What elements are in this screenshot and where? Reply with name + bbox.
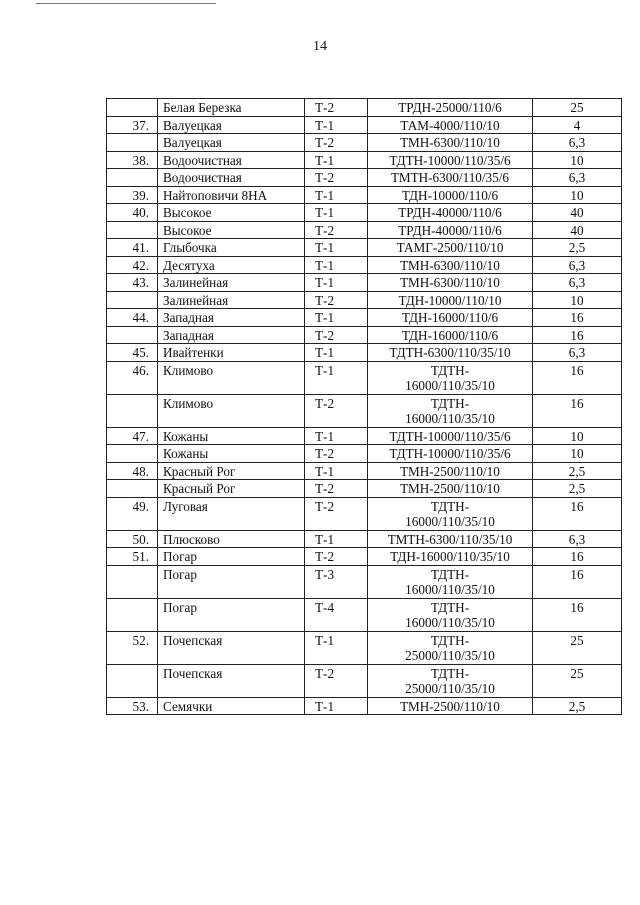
transformer-type-cell: ТДН-10000/110/6	[368, 186, 533, 204]
table-row	[107, 480, 622, 498]
table-row	[107, 99, 622, 117]
power-cell: 40	[533, 204, 622, 222]
transformer-type-cell: ТДТН- 16000/110/35/10	[368, 565, 533, 598]
transformer-unit-cell: Т-1	[305, 239, 368, 257]
transformer-unit-cell: Т-1	[305, 116, 368, 134]
power-cell: 2,5	[533, 462, 622, 480]
substation-name-cell: Найтоповичи 8НА	[158, 186, 305, 204]
substation-name-cell: Плюсково	[158, 530, 305, 548]
power-cell: 6,3	[533, 134, 622, 152]
substation-name-cell: Водоочистная	[158, 151, 305, 169]
table-row	[107, 664, 622, 697]
substation-name-cell: Высокое	[158, 204, 305, 222]
power-cell: 16	[533, 565, 622, 598]
transformer-unit-cell: Т-1	[305, 256, 368, 274]
transformer-type-cell: ТДТН- 25000/110/35/10	[368, 631, 533, 664]
row-number-cell: 43.	[107, 274, 158, 292]
transformer-unit-cell: Т-2	[305, 664, 368, 697]
transformer-type-cell: ТДН-10000/110/10	[368, 291, 533, 309]
transformer-unit-cell: Т-2	[305, 480, 368, 498]
transformer-unit-cell: Т-1	[305, 697, 368, 715]
power-cell: 10	[533, 427, 622, 445]
power-cell: 25	[533, 631, 622, 664]
power-cell: 4	[533, 116, 622, 134]
row-number-cell	[107, 598, 158, 631]
transformer-type-cell: ТДТН- 16000/110/35/10	[368, 361, 533, 394]
table-row	[107, 134, 622, 152]
row-number-cell	[107, 221, 158, 239]
table-row	[107, 361, 622, 394]
power-cell: 10	[533, 445, 622, 463]
substation-name-cell: Кожаны	[158, 445, 305, 463]
transformer-unit-cell: Т-2	[305, 169, 368, 187]
table-row	[107, 462, 622, 480]
table-row	[107, 151, 622, 169]
transformer-unit-cell: Т-4	[305, 598, 368, 631]
row-number-cell: 53.	[107, 697, 158, 715]
substation-name-cell: Западная	[158, 309, 305, 327]
transformer-unit-cell: Т-2	[305, 445, 368, 463]
power-cell: 6,3	[533, 256, 622, 274]
transformer-unit-cell: Т-1	[305, 274, 368, 292]
substation-name-cell: Валуецкая	[158, 116, 305, 134]
substation-name-cell: Западная	[158, 326, 305, 344]
table-row	[107, 309, 622, 327]
power-cell: 16	[533, 394, 622, 427]
transformer-unit-cell: Т-1	[305, 361, 368, 394]
row-number-cell: 52.	[107, 631, 158, 664]
substation-name-cell: Луговая	[158, 497, 305, 530]
substation-name-cell: Глыбочка	[158, 239, 305, 257]
row-number-cell	[107, 169, 158, 187]
power-cell: 16	[533, 326, 622, 344]
substation-name-cell: Семячки	[158, 697, 305, 715]
power-cell: 10	[533, 186, 622, 204]
substation-name-cell: Валуецкая	[158, 134, 305, 152]
power-cell: 6,3	[533, 274, 622, 292]
header-rule	[36, 3, 216, 4]
transformer-unit-cell: Т-1	[305, 204, 368, 222]
substation-name-cell: Почепская	[158, 664, 305, 697]
substation-name-cell: Залинейная	[158, 274, 305, 292]
transformer-type-cell: ТДТН- 16000/110/35/10	[368, 598, 533, 631]
row-number-cell	[107, 394, 158, 427]
transformer-type-cell: ТМН-6300/110/10	[368, 134, 533, 152]
power-cell: 25	[533, 664, 622, 697]
table-row	[107, 598, 622, 631]
substation-name-cell: Погар	[158, 598, 305, 631]
transformer-type-cell: ТДН-16000/110/6	[368, 326, 533, 344]
table-body	[107, 99, 622, 715]
row-number-cell: 41.	[107, 239, 158, 257]
substation-name-cell: Климово	[158, 361, 305, 394]
transformer-type-cell: ТДТН- 16000/110/35/10	[368, 394, 533, 427]
row-number-cell	[107, 326, 158, 344]
row-number-cell: 38.	[107, 151, 158, 169]
table-row	[107, 445, 622, 463]
row-number-cell	[107, 565, 158, 598]
transformer-unit-cell: Т-2	[305, 497, 368, 530]
transformer-table	[106, 98, 622, 715]
row-number-cell: 46.	[107, 361, 158, 394]
row-number-cell: 42.	[107, 256, 158, 274]
row-number-cell	[107, 134, 158, 152]
transformer-type-cell: ТАМГ-2500/110/10	[368, 239, 533, 257]
transformer-type-cell: ТМН-2500/110/10	[368, 462, 533, 480]
transformer-unit-cell: Т-3	[305, 565, 368, 598]
table-row	[107, 239, 622, 257]
transformer-unit-cell: Т-2	[305, 134, 368, 152]
transformer-type-cell: ТАМ-4000/110/10	[368, 116, 533, 134]
substation-name-cell: Погар	[158, 548, 305, 566]
table-row	[107, 116, 622, 134]
substation-name-cell: Высокое	[158, 221, 305, 239]
transformer-unit-cell: Т-2	[305, 326, 368, 344]
table-row	[107, 497, 622, 530]
transformer-type-cell: ТМН-6300/110/10	[368, 256, 533, 274]
power-cell: 16	[533, 361, 622, 394]
power-cell: 40	[533, 221, 622, 239]
transformer-unit-cell: Т-1	[305, 427, 368, 445]
substation-name-cell: Кожаны	[158, 427, 305, 445]
transformer-unit-cell: Т-2	[305, 291, 368, 309]
row-number-cell	[107, 664, 158, 697]
row-number-cell: 37.	[107, 116, 158, 134]
transformer-unit-cell: Т-2	[305, 394, 368, 427]
row-number-cell	[107, 99, 158, 117]
transformer-unit-cell: Т-2	[305, 221, 368, 239]
power-cell: 16	[533, 598, 622, 631]
table-row	[107, 326, 622, 344]
row-number-cell	[107, 445, 158, 463]
transformer-type-cell: ТДН-16000/110/35/10	[368, 548, 533, 566]
substation-name-cell: Ивайтенки	[158, 344, 305, 362]
transformer-type-cell: ТМН-2500/110/10	[368, 697, 533, 715]
table-row	[107, 565, 622, 598]
transformer-type-cell: ТДТН-10000/110/35/6	[368, 445, 533, 463]
table-row	[107, 186, 622, 204]
substation-name-cell: Климово	[158, 394, 305, 427]
row-number-cell	[107, 291, 158, 309]
table-row	[107, 221, 622, 239]
power-cell: 25	[533, 99, 622, 117]
transformer-unit-cell: Т-1	[305, 631, 368, 664]
row-number-cell: 50.	[107, 530, 158, 548]
row-number-cell: 44.	[107, 309, 158, 327]
power-cell: 10	[533, 151, 622, 169]
substation-name-cell: Почепская	[158, 631, 305, 664]
power-cell: 6,3	[533, 169, 622, 187]
substation-name-cell: Водоочистная	[158, 169, 305, 187]
table-row	[107, 530, 622, 548]
transformer-unit-cell: Т-1	[305, 530, 368, 548]
transformer-type-cell: ТРДН-40000/110/6	[368, 221, 533, 239]
transformer-type-cell: ТМН-2500/110/10	[368, 480, 533, 498]
power-cell: 2,5	[533, 480, 622, 498]
row-number-cell: 45.	[107, 344, 158, 362]
substation-name-cell: Залинейная	[158, 291, 305, 309]
transformer-type-cell: ТРДН-25000/110/6	[368, 99, 533, 117]
row-number-cell: 51.	[107, 548, 158, 566]
transformer-type-cell: ТМТН-6300/110/35/10	[368, 530, 533, 548]
page-number: 14	[313, 39, 327, 54]
power-cell: 16	[533, 497, 622, 530]
row-number-cell: 47.	[107, 427, 158, 445]
transformer-type-cell: ТДТН- 25000/110/35/10	[368, 664, 533, 697]
transformer-unit-cell: Т-1	[305, 186, 368, 204]
power-cell: 16	[533, 548, 622, 566]
substation-name-cell: Белая Березка	[158, 99, 305, 117]
transformer-type-cell: ТДТН- 16000/110/35/10	[368, 497, 533, 530]
transformer-unit-cell: Т-1	[305, 462, 368, 480]
table-row	[107, 344, 622, 362]
substation-name-cell: Красный Рог	[158, 462, 305, 480]
transformer-type-cell: ТДТН-10000/110/35/6	[368, 427, 533, 445]
table-row	[107, 291, 622, 309]
table-row	[107, 256, 622, 274]
substation-name-cell: Погар	[158, 565, 305, 598]
row-number-cell: 49.	[107, 497, 158, 530]
row-number-cell: 40.	[107, 204, 158, 222]
transformer-type-cell: ТМТН-6300/110/35/6	[368, 169, 533, 187]
transformer-type-cell: ТРДН-40000/110/6	[368, 204, 533, 222]
table-row	[107, 548, 622, 566]
table-row	[107, 631, 622, 664]
power-cell: 2,5	[533, 697, 622, 715]
transformer-unit-cell: Т-1	[305, 309, 368, 327]
transformer-unit-cell: Т-1	[305, 151, 368, 169]
table-row	[107, 427, 622, 445]
transformer-unit-cell: Т-2	[305, 99, 368, 117]
table-row	[107, 274, 622, 292]
table-row	[107, 394, 622, 427]
power-cell: 6,3	[533, 530, 622, 548]
table-row	[107, 697, 622, 715]
transformer-type-cell: ТДТН-10000/110/35/6	[368, 151, 533, 169]
row-number-cell	[107, 480, 158, 498]
substation-name-cell: Десятуха	[158, 256, 305, 274]
row-number-cell: 39.	[107, 186, 158, 204]
power-cell: 6,3	[533, 344, 622, 362]
transformer-unit-cell: Т-1	[305, 344, 368, 362]
row-number-cell: 48.	[107, 462, 158, 480]
transformer-type-cell: ТМН-6300/110/10	[368, 274, 533, 292]
power-cell: 2,5	[533, 239, 622, 257]
table-row	[107, 204, 622, 222]
substation-name-cell: Красный Рог	[158, 480, 305, 498]
power-cell: 16	[533, 309, 622, 327]
transformer-unit-cell: Т-2	[305, 548, 368, 566]
table-row	[107, 169, 622, 187]
power-cell: 10	[533, 291, 622, 309]
transformer-type-cell: ТДН-16000/110/6	[368, 309, 533, 327]
transformer-type-cell: ТДТН-6300/110/35/10	[368, 344, 533, 362]
